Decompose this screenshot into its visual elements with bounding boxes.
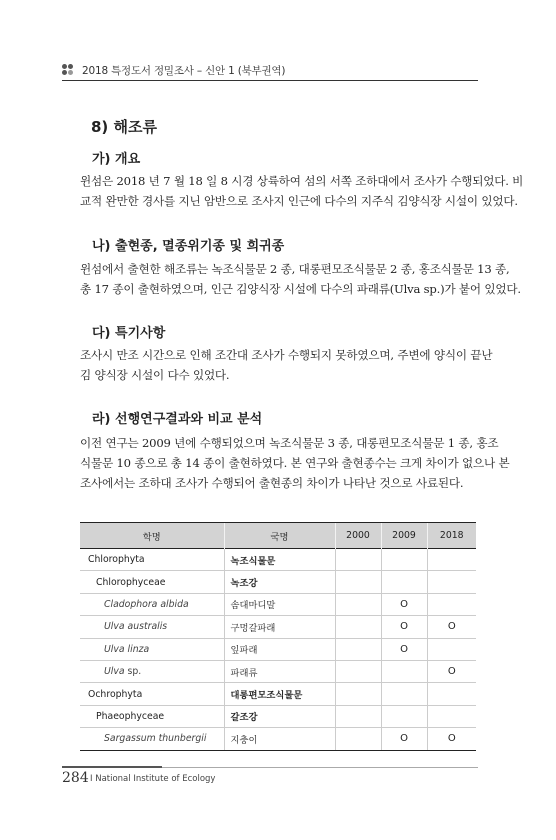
scientific-name: Cladophora albida <box>104 598 189 610</box>
table-row <box>80 616 476 638</box>
footer-publisher: I National Institute of Ecology <box>90 774 216 784</box>
presence-2018: O <box>427 660 476 682</box>
presence-2018: O <box>427 616 476 638</box>
subsection-heading-overview: 가) 개요 <box>92 152 141 167</box>
presence-2000 <box>335 728 381 750</box>
table-row <box>80 571 476 593</box>
korean-name: 녹조식물문 <box>224 549 335 571</box>
scientific-name: Ulva linza <box>104 643 150 655</box>
korean-name: 구멍갈파래 <box>224 616 335 638</box>
presence-2009 <box>381 683 427 705</box>
subsection-heading-notes: 다) 특기사항 <box>92 326 166 341</box>
paragraph-line: 윈섬은 2018 년 7 월 18 일 8 시경 상륙하여 섬의 서쪽 조하대에서 조사가 수행되었다. 비 <box>80 174 524 188</box>
paragraph-notes <box>80 345 493 385</box>
footer-rule <box>162 767 478 768</box>
korean-name: 파래류 <box>224 660 335 682</box>
header-year-2009: 2009 <box>381 523 427 549</box>
presence-2000 <box>335 549 381 571</box>
section-title: 8) 해조류 <box>91 118 157 136</box>
paragraph-line: 조사시 만조 시간으로 인해 조간대 조사가 수행되지 못하였으며, 주변에 양식이 끝난 <box>80 348 493 362</box>
paragraph-line: 조사에서는 조하대 조사가 수행되어 출현종의 차이가 나타난 것으로 사료된다. <box>80 476 464 490</box>
scientific-name-suffix: sp. <box>124 666 142 678</box>
presence-2009: O <box>381 728 427 750</box>
presence-2009: O <box>381 616 427 638</box>
paragraph-comparison <box>80 433 510 493</box>
presence-2018: O <box>427 728 476 750</box>
table-row <box>80 660 476 682</box>
presence-2000 <box>335 638 381 660</box>
presence-2000 <box>335 660 381 682</box>
presence-2009 <box>381 571 427 593</box>
presence-2018 <box>427 571 476 593</box>
table-row <box>80 683 476 705</box>
paragraph-line: 김 양식장 시설이 다수 있었다. <box>80 368 230 382</box>
presence-2000 <box>335 683 381 705</box>
footer-accent-bar <box>62 766 162 768</box>
presence-2000 <box>335 571 381 593</box>
table-header-row <box>80 523 476 549</box>
korean-name: 녹조강 <box>224 571 335 593</box>
header-korean-name: 국명 <box>224 523 335 549</box>
korean-name: 대롱편모조식물문 <box>224 683 335 705</box>
scientific-name: Chlorophyceae <box>96 576 166 588</box>
table-row <box>80 705 476 727</box>
scientific-name: Sargassum thunbergii <box>104 733 207 745</box>
presence-2009: O <box>381 638 427 660</box>
presence-2018 <box>427 549 476 571</box>
table-row <box>80 549 476 571</box>
running-header: 2018 특정도서 정밀조사 – 신안 1 (북부권역) <box>82 65 286 77</box>
paragraph-line: 교적 완만한 경사를 지닌 암반으로 조사지 인근에 다수의 지주식 김양식장 시설이 있었다. <box>80 194 518 208</box>
presence-2000 <box>335 705 381 727</box>
subsection-heading-comparison: 라) 선행연구결과와 비교 분석 <box>92 412 263 427</box>
header-rule <box>62 80 478 81</box>
paragraph-line: 윈섬에서 출현한 해조류는 녹조식물문 2 종, 대롱편모조식물문 2 종, 홍조식물문 13 종, <box>80 262 510 276</box>
presence-2000 <box>335 593 381 615</box>
header-year-2000: 2000 <box>335 523 381 549</box>
korean-name: 갈조강 <box>224 705 335 727</box>
table-row <box>80 638 476 660</box>
page-number: 284 <box>62 770 89 786</box>
paragraph-species <box>80 259 521 299</box>
presence-2000 <box>335 616 381 638</box>
header-scientific-name: 학명 <box>80 523 224 549</box>
table-row <box>80 593 476 615</box>
korean-name: 지충이 <box>224 728 335 750</box>
scientific-name: Ulva <box>104 666 125 678</box>
paragraph-line: 총 17 종이 출현하였으며, 인근 김양식장 시설에 다수의 파래류(Ulva sp.)가 붙어 있었다. <box>80 282 521 296</box>
table-row <box>80 728 476 750</box>
presence-2018 <box>427 683 476 705</box>
presence-2009: O <box>381 593 427 615</box>
scientific-name: Chlorophyta <box>88 554 145 566</box>
korean-name: 솜대마디말 <box>224 593 335 615</box>
scientific-name: Ochrophyta <box>88 688 143 700</box>
paragraph-line: 식물문 10 종으로 총 14 종이 출현하였다. 본 연구와 출현종수는 크게 차이가 없으나 본 <box>80 456 510 470</box>
presence-2009 <box>381 549 427 571</box>
scientific-name: Phaeophyceae <box>96 710 165 722</box>
presence-2018 <box>427 638 476 660</box>
presence-2009 <box>381 660 427 682</box>
subsection-heading-species: 나) 출현종, 멸종위기종 및 희귀종 <box>92 239 285 254</box>
header-year-2018: 2018 <box>427 523 476 549</box>
scientific-name: Ulva australis <box>104 621 168 633</box>
presence-2018 <box>427 593 476 615</box>
korean-name: 잎파래 <box>224 638 335 660</box>
presence-2018 <box>427 705 476 727</box>
paragraph-line: 이전 연구는 2009 년에 수행되었으며 녹조식물문 3 종, 대롱편모조식물문 1 종, 홍조 <box>80 436 499 450</box>
header-dots-icon <box>62 64 76 76</box>
paragraph-overview <box>80 171 524 211</box>
presence-2009 <box>381 705 427 727</box>
species-table <box>80 522 476 751</box>
